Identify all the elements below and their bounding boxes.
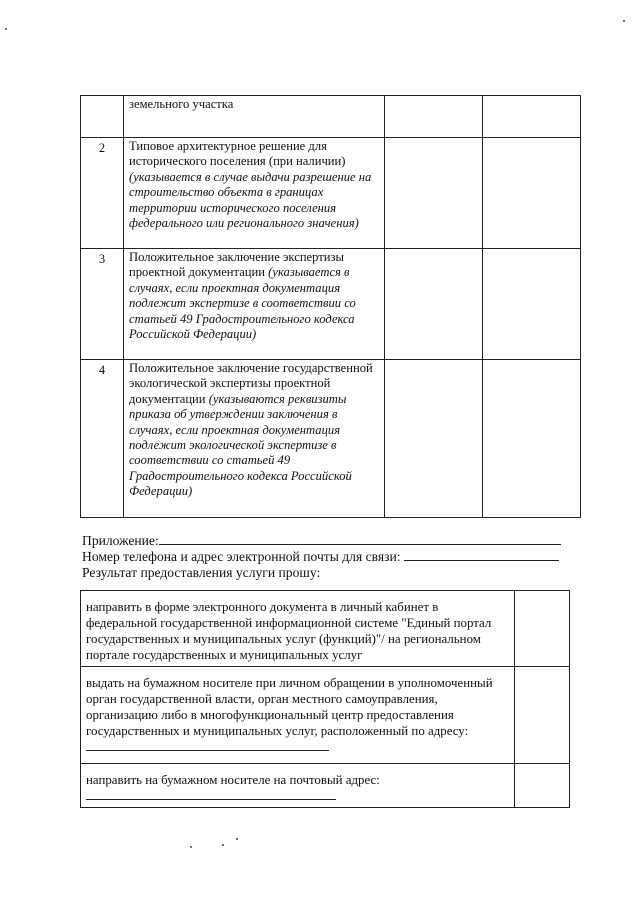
result-option-text bbox=[81, 591, 515, 667]
appendix-blank[interactable] bbox=[159, 533, 561, 545]
document-name-cell bbox=[124, 96, 385, 138]
contact-line bbox=[82, 549, 559, 564]
document-name: земельного участка bbox=[129, 97, 234, 111]
result-option-text bbox=[81, 764, 515, 808]
empty-cell bbox=[483, 138, 581, 249]
option-by-mail: направить на бумажном носителе на почтовый адрес: bbox=[86, 773, 380, 787]
row-number: 4 bbox=[81, 360, 124, 518]
table-row bbox=[81, 667, 570, 764]
appendix-line bbox=[82, 533, 561, 548]
option-checkbox[interactable] bbox=[515, 667, 570, 764]
result-options-table bbox=[80, 590, 570, 808]
empty-cell bbox=[385, 138, 483, 249]
table-row bbox=[81, 249, 581, 360]
document-name-cell bbox=[124, 360, 385, 518]
scan-speck bbox=[222, 844, 224, 846]
row-number bbox=[81, 96, 124, 138]
address-blank[interactable] bbox=[86, 739, 329, 751]
table-row bbox=[81, 138, 581, 249]
empty-cell bbox=[483, 96, 581, 138]
postal-address-blank[interactable] bbox=[86, 788, 336, 800]
document-note: (указывается в случае выдачи разрешение на строительство объекта в границах территории исторического поселения федерального или регионального значения) bbox=[129, 169, 372, 231]
document-name: Положительное заключение экспертизы проектной документации bbox=[129, 250, 344, 280]
scan-speck bbox=[623, 20, 625, 22]
table-row bbox=[81, 96, 581, 138]
documents-table bbox=[80, 95, 581, 518]
document-name: Положительное заключение государственной экологической экспертизы проектной документации bbox=[129, 361, 373, 406]
table-row bbox=[81, 591, 570, 667]
row-number: 3 bbox=[81, 249, 124, 360]
scan-speck bbox=[190, 846, 192, 848]
contact-label: Номер телефона и адрес электронной почты для связи: bbox=[82, 549, 401, 564]
result-label: Результат предоставления услуги прошу: bbox=[82, 565, 321, 580]
contact-blank[interactable] bbox=[404, 549, 559, 561]
empty-cell bbox=[483, 249, 581, 360]
scan-speck bbox=[5, 28, 7, 30]
option-in-person: выдать на бумажном носителе при личном обращении в уполномоченный орган государственной власти, орган местного самоуправления, организацию либо в многофункциональный центр предоставления государственных и муниципальных услуг, расположенный по адресу: bbox=[86, 676, 493, 738]
empty-cell bbox=[385, 96, 483, 138]
document-name: Типовое архитектурное решение для исторического поселения (при наличии) bbox=[129, 139, 346, 169]
option-electronic: направить в форме электронного документа в личный кабинет в федеральной государственной информационной системе "Единый портал государственных и муниципальных услуг (функций)"/ на региональном портале государственных и муниципальных услуг bbox=[86, 600, 492, 662]
option-checkbox[interactable] bbox=[515, 764, 570, 808]
document-note: (указываются реквизиты приказа об утверждении заключения в случаях, если проектная документация подлежит экологической экспертизе в соответствии со статьей 49 Градостроительного кодекса Российской Федерации) bbox=[129, 391, 352, 499]
row-number: 2 bbox=[81, 138, 124, 249]
result-option-text bbox=[81, 667, 515, 764]
empty-cell bbox=[483, 360, 581, 518]
option-checkbox[interactable] bbox=[515, 591, 570, 667]
empty-cell bbox=[385, 360, 483, 518]
table-row bbox=[81, 764, 570, 808]
document-note: (указывается в случаях, если проектная документация подлежит экспертизе в соответствии со статьей 49 Градостроительного кодекса Российской Федерации) bbox=[129, 265, 356, 342]
document-name-cell bbox=[124, 249, 385, 360]
scan-speck bbox=[236, 838, 238, 840]
document-name-cell bbox=[124, 138, 385, 249]
appendix-label: Приложение: bbox=[82, 533, 159, 548]
table-row bbox=[81, 360, 581, 518]
empty-cell bbox=[385, 249, 483, 360]
